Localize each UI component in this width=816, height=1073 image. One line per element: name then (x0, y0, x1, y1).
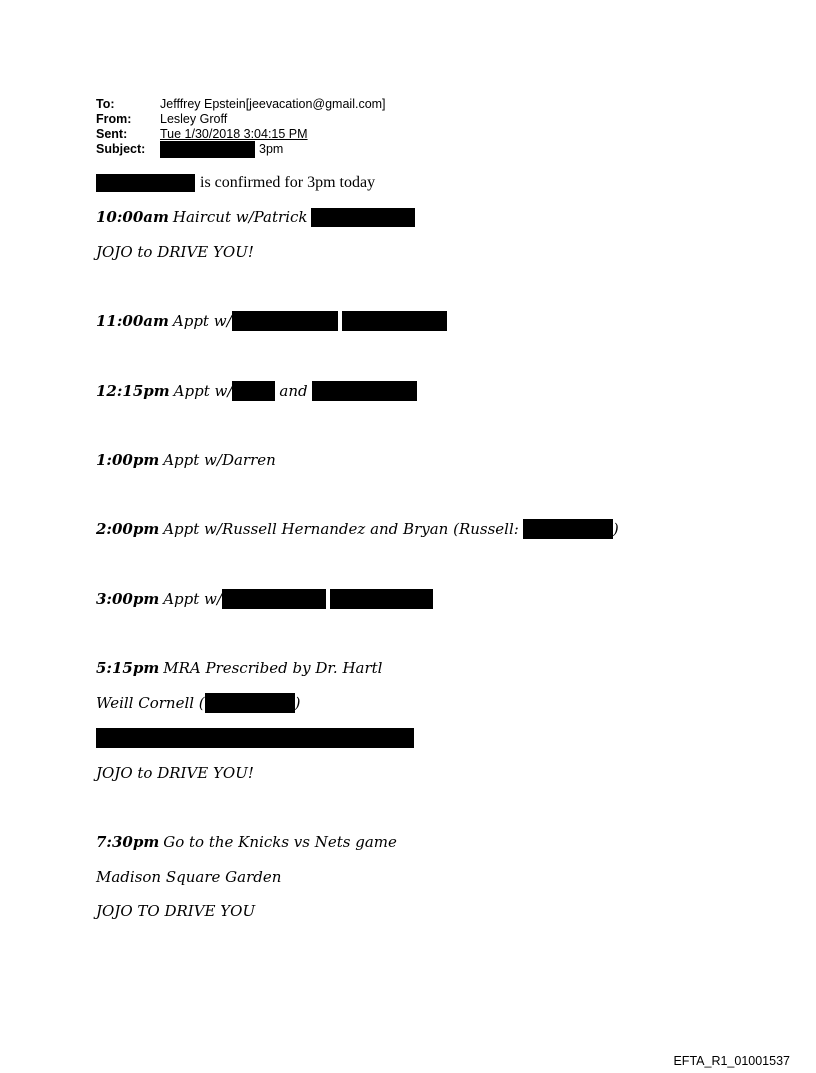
note-text: JOJO TO DRIVE YOU (96, 902, 256, 920)
redaction-block (330, 589, 433, 609)
event-text: Appt w/ (172, 312, 232, 330)
note-text: JOJO to DRIVE YOU! (96, 764, 254, 782)
redacted-line (96, 727, 414, 749)
redaction-block (160, 141, 255, 158)
event-time: 12:15pm (96, 382, 170, 400)
close-paren: ) (612, 520, 619, 538)
event-text: Appt w/ (163, 590, 222, 608)
from-label: From: (96, 112, 132, 126)
redaction-block (311, 208, 415, 227)
event-time: 3:00pm (96, 590, 160, 608)
event-time: 7:30pm (96, 833, 160, 851)
location-text: Weill Cornell ( (96, 694, 205, 712)
location-text: Madison Square Garden (96, 868, 282, 886)
event-730pm (96, 831, 397, 853)
event-text: Haircut w/Patrick (172, 208, 308, 226)
note-text: JOJO to DRIVE YOU! (96, 243, 254, 261)
redaction-block (312, 381, 417, 401)
event-text: Appt w/Russell Hernandez and Bryan (Russell: (163, 520, 519, 538)
sent-label: Sent: (96, 127, 128, 141)
event-time: 1:00pm (96, 451, 160, 469)
redaction-block (96, 174, 195, 192)
document-id: EFTA_R1_01001537 (673, 1054, 790, 1068)
event-time: 5:15pm (96, 659, 160, 677)
to-value: Jefffrey Epstein[jeevacation@gmail.com] (160, 97, 386, 111)
subject-label: Subject: (96, 142, 146, 156)
confirm-line (96, 172, 375, 194)
sent-row (96, 127, 386, 142)
and-text: and (279, 382, 308, 400)
to-label: To: (96, 97, 115, 111)
event-text: Go to the Knicks vs Nets game (163, 833, 397, 851)
event-200pm (96, 518, 619, 540)
event-location (96, 866, 281, 888)
subject-value: 3pm (259, 142, 284, 156)
event-text: Appt w/Darren (163, 451, 276, 469)
event-text: Appt w/ (173, 382, 233, 400)
event-515pm (96, 657, 382, 679)
close-paren: ) (294, 694, 301, 712)
from-row (96, 112, 386, 127)
redaction-block (205, 693, 295, 713)
event-1000am (96, 206, 415, 228)
event-time: 10:00am (96, 208, 169, 226)
event-1215pm (96, 380, 417, 402)
event-300pm (96, 588, 433, 610)
redaction-block (232, 311, 338, 331)
event-note (96, 900, 255, 922)
redaction-block (523, 519, 613, 539)
event-100pm (96, 449, 276, 471)
redaction-block (96, 728, 414, 748)
email-header (96, 97, 386, 158)
redaction-block (232, 381, 275, 401)
event-location (96, 692, 301, 714)
event-note (96, 241, 254, 263)
from-value: Lesley Groff (160, 112, 228, 126)
subject-row (96, 142, 386, 158)
sent-value: Tue 1/30/2018 3:04:15 PM (160, 127, 308, 141)
event-time: 2:00pm (96, 520, 160, 538)
event-text: MRA Prescribed by Dr. Hartl (163, 659, 383, 677)
event-time: 11:00am (96, 312, 169, 330)
to-row (96, 97, 386, 112)
event-1100am (96, 310, 447, 332)
confirm-text: is confirmed for 3pm today (200, 174, 376, 191)
redaction-block (342, 311, 447, 331)
redaction-block (222, 589, 326, 609)
event-note (96, 762, 254, 784)
